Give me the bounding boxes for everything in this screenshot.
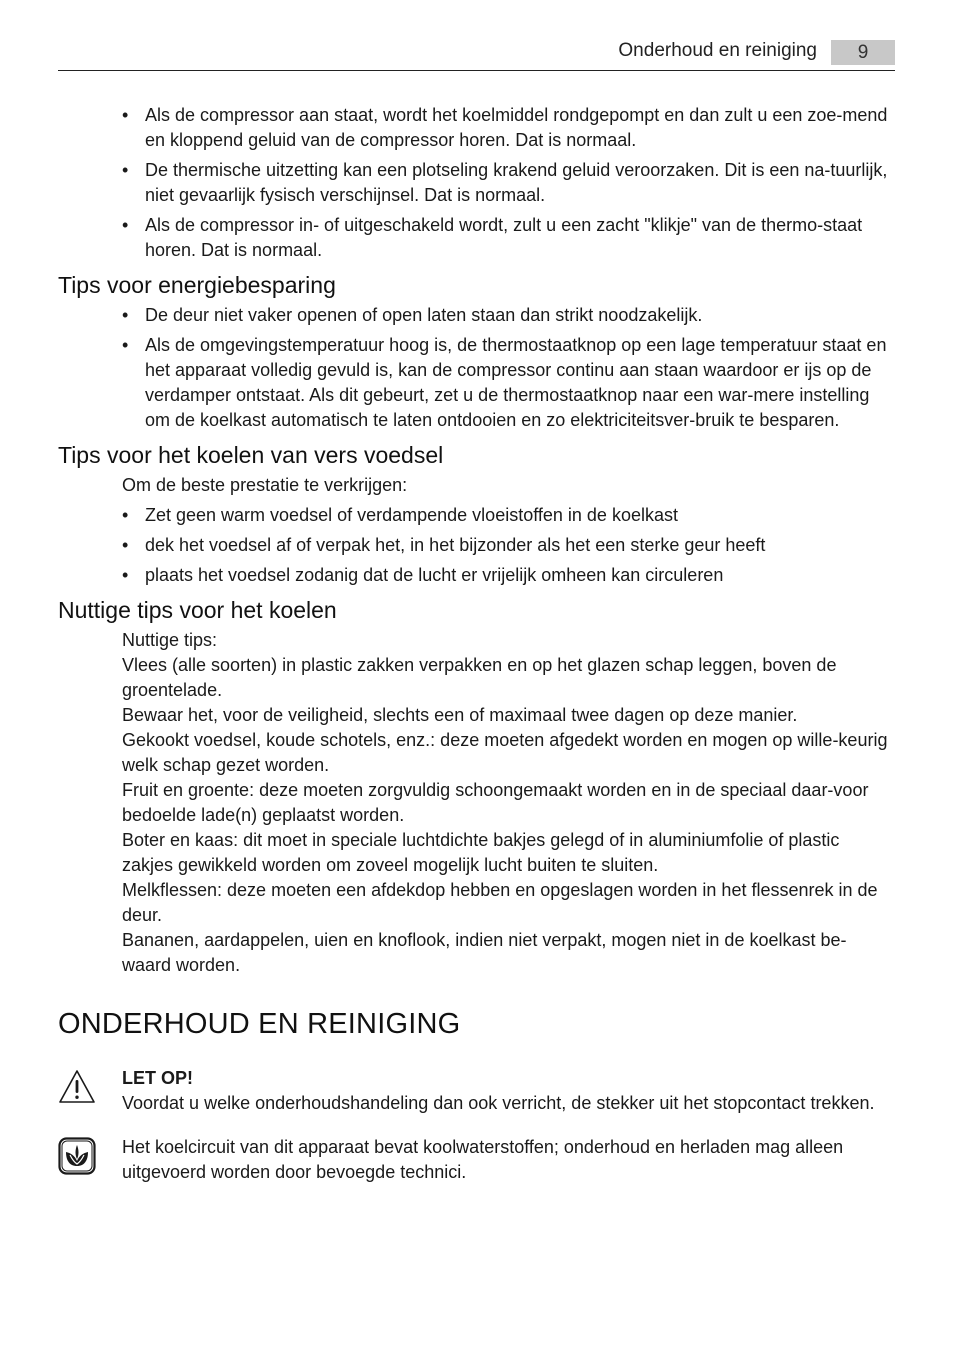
list-item: • Zet geen warm voedsel of verdampende vloeistoffen in de koelkast: [145, 503, 895, 528]
tip-line: Melkflessen: deze moeten een afdekdop hebben en opgeslagen worden in het flessenrek in de deur.: [122, 880, 878, 925]
header-title: Onderhoud en reiniging: [618, 40, 817, 61]
tip-line: Boter en kaas: dit moet in speciale luchtdichte bakjes gelegd of in aluminiumfolie of plastic zakjes gewikkeld worden om zoveel mogelijk lucht buiten te sluiten.: [122, 830, 840, 875]
section-heading: ONDERHOUD EN REINIGING: [58, 1008, 461, 1040]
tip-line: Gekookt voedsel, koude schotels, enz.: deze moeten afgedekt worden en mogen op wille-keurig welk schap gezet worden.: [122, 730, 888, 775]
useful-tips-heading: Nuttige tips voor het koelen: [58, 597, 337, 623]
list-item: • Als de omgevingstemperatuur hoog is, de thermostaatknop op een lage temperatuur staat en het apparaat volledig gevuld is, kan de compressor continu aan staan waardoor er ijs op de verdamper ontstaat. Als dit gebeurt, zet u de thermostaatknop naar een war-mere instelling om de koelkast automatisch te laten ontdooien en zo elektriciteitsver-bruik te besparen.: [145, 333, 895, 433]
fresh-food-heading: Tips voor het koelen van vers voedsel: [58, 442, 444, 468]
list-item: • De thermische uitzetting kan een plotseling krakend geluid veroorzaken. Dit is een na-tuurlijk, niet gevaarlijk fysisch verschijnsel. Dat is normaal.: [145, 158, 895, 208]
warning-triangle-icon: [58, 1068, 96, 1106]
tip-line: Fruit en groente: deze moeten zorgvuldig schoongemaakt worden en in de speciaal daar-voor bedoelde lade(n) geplaatst worden.: [122, 780, 869, 825]
tip-line: Vlees (alle soorten) in plastic zakken verpakken en op het glazen schap leggen, boven de groentelade.: [122, 655, 837, 700]
header-divider: [58, 70, 895, 71]
tip-line: Bananen, aardappelen, uien en knoflook, indien niet verpakt, mogen niet in de koelkast be-waard worden.: [122, 930, 847, 975]
list-item: • dek het voedsel af of verpak het, in het bijzonder als het een sterke geur heeft: [145, 533, 895, 558]
page-number: 9: [831, 40, 895, 65]
list-item: • Als de compressor in- of uitgeschakeld wordt, zult u een zacht "klikje" van de thermo-staat horen. Dat is normaal.: [145, 213, 895, 263]
environment-text: Het koelcircuit van dit apparaat bevat koolwaterstoffen; onderhoud en herladen mag alleen uitgevoerd worden door bevoegde technici.: [122, 1137, 844, 1182]
warning-text: Voordat u welke onderhoudshandeling dan ook verricht, de stekker uit het stopcontact trekken.: [122, 1093, 875, 1113]
warning-title: LET OP!: [122, 1068, 193, 1088]
fresh-food-intro: Om de beste prestatie te verkrijgen:: [122, 475, 408, 495]
energy-bullet-list: [58, 303, 895, 433]
tip-line: Bewaar het, voor de veiligheid, slechts een of maximaal twee dagen op deze manier.: [122, 705, 798, 725]
fresh-food-bullet-list: [58, 503, 895, 588]
list-item: • plaats het voedsel zodanig dat de lucht er vrijelijk omheen kan circuleren: [145, 563, 895, 588]
environment-note: [58, 1135, 895, 1185]
intro-bullet-list: [58, 103, 895, 263]
list-item: • De deur niet vaker openen of open laten staan dan strikt noodzakelijk.: [145, 303, 895, 328]
tip-line: Nuttige tips:: [122, 630, 218, 650]
list-item: • Als de compressor aan staat, wordt het koelmiddel rondgepompt en dan zult u een zoe-mend en kloppend geluid van de compressor horen. Dat is normaal.: [145, 103, 895, 153]
energy-heading: Tips voor energiebesparing: [58, 272, 336, 298]
warning-note: [58, 1066, 895, 1116]
environment-leaf-icon: [58, 1137, 96, 1175]
useful-tips-body: [122, 628, 895, 978]
page-content: [58, 103, 895, 1185]
